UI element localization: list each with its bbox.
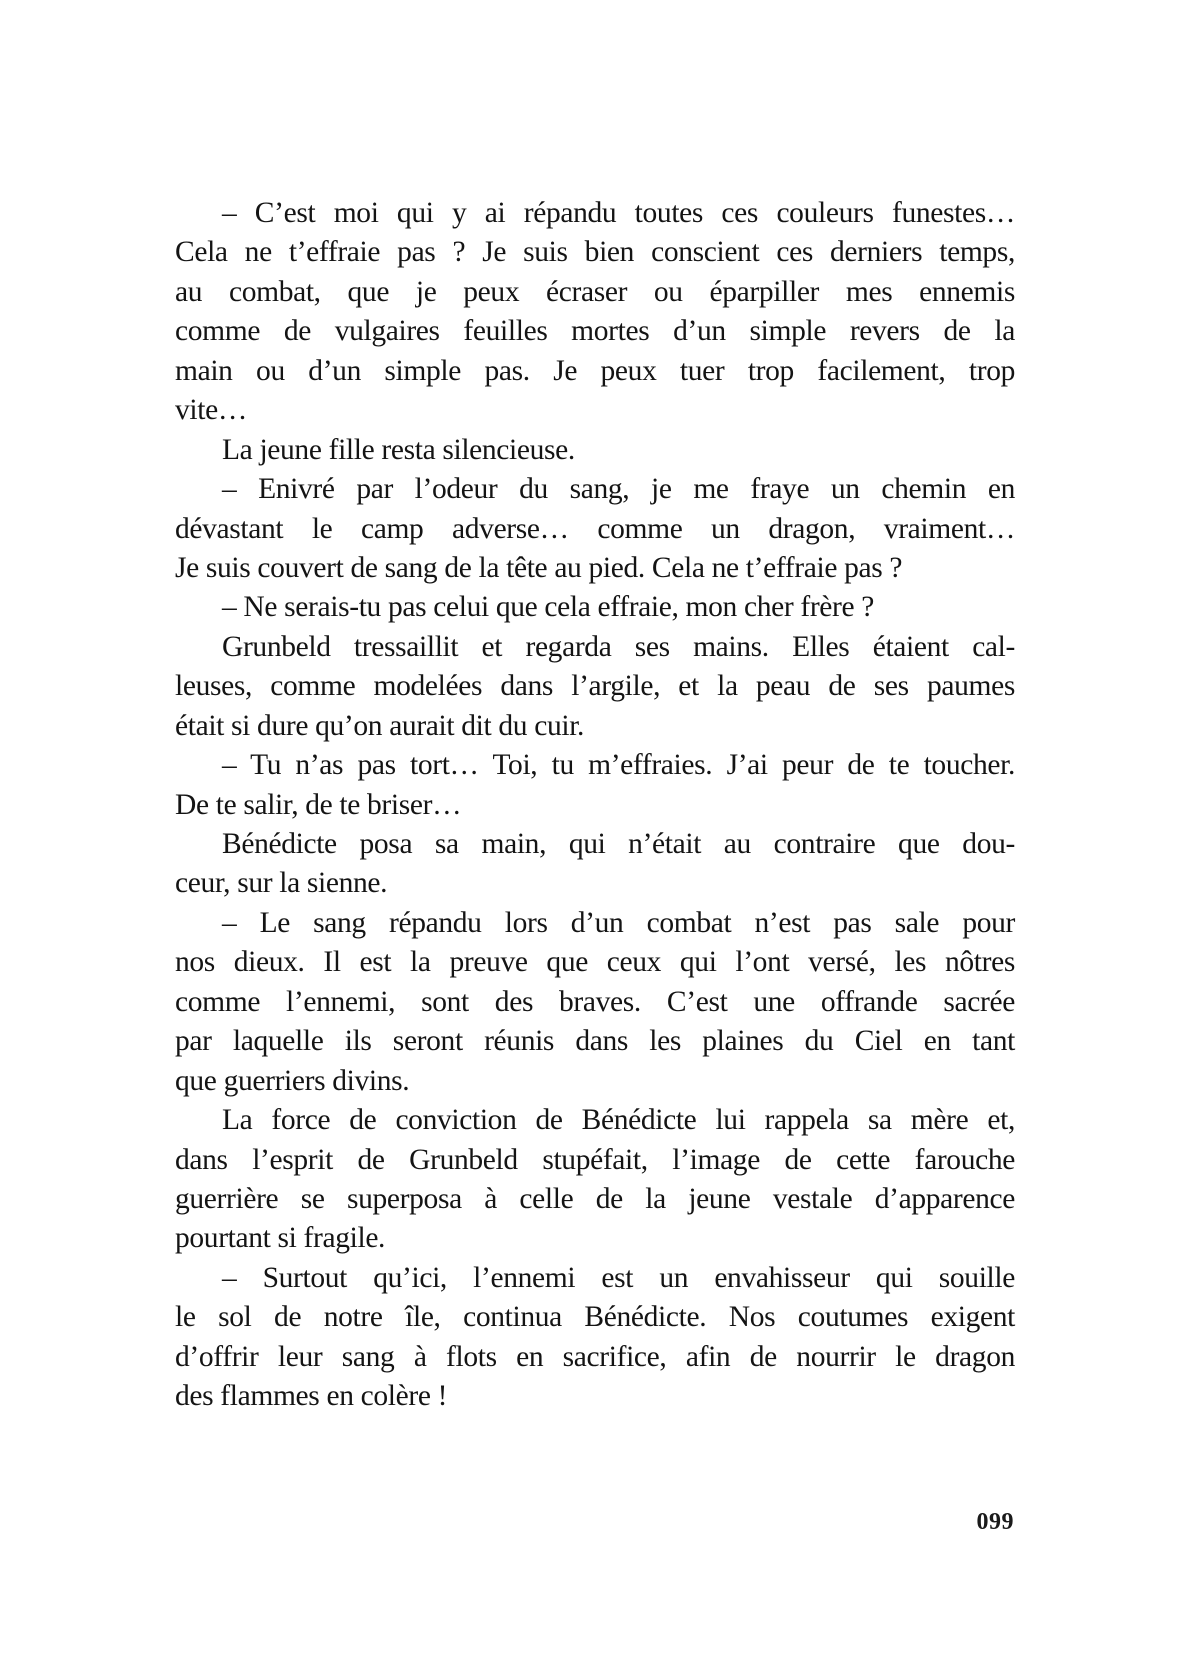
text-line: – Le sang répandu lors d’un combat n’est pas sale pour [222,906,1015,939]
text-line: que guerriers divins. [175,1064,410,1097]
text-line: leuses, comme modelées dans l’argile, et la peau de ses paumes [175,670,1015,703]
text-line: par laquelle ils seront réunis dans les plaines du Ciel en tant [175,1025,1015,1058]
text-line: comme l’ennemi, sont des braves. C’est une offrande sacrée [175,985,1015,1018]
text-line: le sol de notre île, continua Bénédicte. Nos coutumes exigent [175,1301,1015,1334]
text-line: dans l’esprit de Grunbeld stupéfait, l’image de cette farouche [175,1143,1015,1176]
text-line: – Ne serais-tu pas celui que cela effraie, mon cher frère ? [222,591,875,624]
text-line: La jeune fille resta silencieuse. [222,433,575,466]
text-line: – Tu n’as pas tort… Toi, tu m’effraies. J’ai peur de te toucher. [222,749,1015,782]
text-line: pourtant si fragile. [175,1222,386,1255]
text-line: au combat, que je peux écraser ou éparpiller mes ennemis [175,275,1015,308]
text-line: ceur, sur la sienne. [175,867,388,900]
text-line: main ou d’un simple pas. Je peux tuer trop facilement, trop [175,354,1015,387]
text-line: De te salir, de te briser… [175,788,462,821]
body-text [175,194,1015,1417]
text-line: des flammes en colère ! [175,1380,448,1413]
text-line: – C’est moi qui y ai répandu toutes ces couleurs funestes… [222,197,1015,229]
text-line: Grunbeld tressaillit et regarda ses mains. Elles étaient cal- [222,630,1015,663]
text-line: – Surtout qu’ici, l’ennemi est un envahisseur qui souille [222,1261,1015,1294]
text-line: comme de vulgaires feuilles mortes d’un simple revers de la [175,315,1015,348]
text-line: était si dure qu’on aurait dit du cuir. [175,709,585,742]
page-number: 099 [976,1509,1014,1535]
text-line: Bénédicte posa sa main, qui n’était au contraire que dou- [222,828,1015,860]
text-line: Je suis couvert de sang de la tête au pied. Cela ne t’effraie pas ? [175,551,903,584]
text-line: dévastant le camp adverse… comme un dragon, vraiment… [175,512,1015,545]
text-line: guerrière se superposa à celle de la jeune vestale d’apparence [175,1182,1015,1215]
text-line: – Enivré par l’odeur du sang, je me fraye un chemin en [222,473,1015,506]
text-line: nos dieux. Il est la preuve que ceux qui l’ont versé, les nôtres [175,946,1015,979]
text-line: d’offrir leur sang à flots en sacrifice, afin de nourrir le dragon [175,1340,1015,1373]
text-line: Cela ne t’effraie pas ? Je suis bien conscient ces derniers temps, [175,236,1015,269]
text-line: La force de conviction de Bénédicte lui rappela sa mère et, [222,1104,1015,1137]
text-line: vite… [175,394,247,427]
